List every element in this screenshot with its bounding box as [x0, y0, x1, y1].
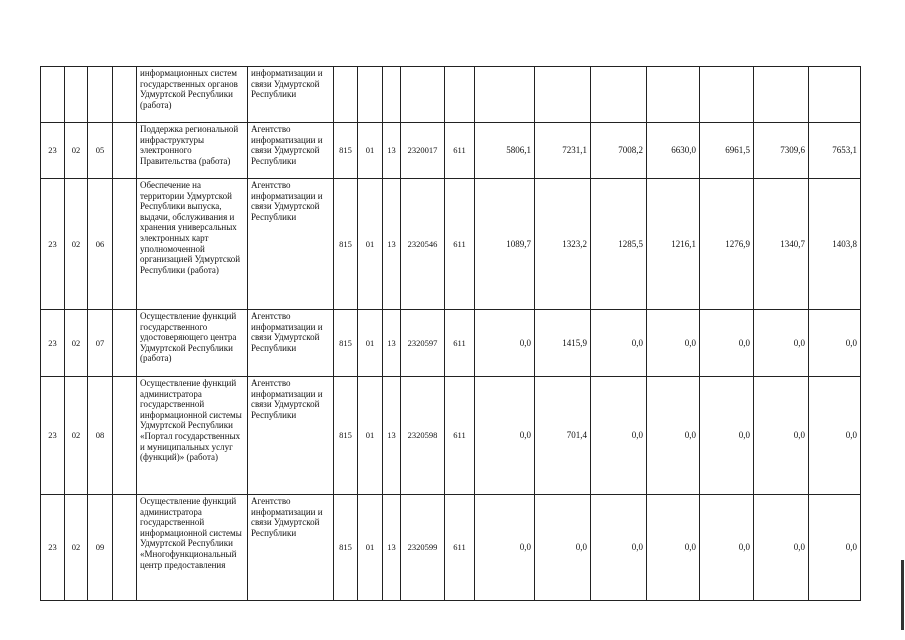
csr-cell	[401, 67, 445, 123]
grbs-cell: 815	[334, 310, 358, 377]
pr-cell: 13	[383, 310, 401, 377]
csr-cell: 2320017	[401, 123, 445, 179]
value-3-cell: 1285,5	[591, 179, 647, 310]
pp-code-cell: 02	[65, 495, 88, 601]
m-code-cell	[113, 67, 137, 123]
m-code-cell	[113, 495, 137, 601]
rz-cell: 01	[358, 310, 383, 377]
pr-cell: 13	[383, 377, 401, 495]
table-row	[41, 495, 861, 601]
value-4-cell: 1216,1	[647, 179, 700, 310]
value-1-cell: 0,0	[475, 495, 535, 601]
gp-code-cell: 23	[41, 495, 65, 601]
value-7-cell: 0,0	[809, 377, 861, 495]
rz-cell: 01	[358, 377, 383, 495]
budget-table	[40, 66, 861, 601]
value-3-cell: 7008,2	[591, 123, 647, 179]
rz-cell: 01	[358, 123, 383, 179]
value-1-cell: 0,0	[475, 377, 535, 495]
pr-cell	[383, 67, 401, 123]
value-4-cell: 6630,0	[647, 123, 700, 179]
m-code-cell	[113, 377, 137, 495]
m-code-cell	[113, 179, 137, 310]
value-2-cell: 0,0	[535, 495, 591, 601]
value-4-cell: 0,0	[647, 377, 700, 495]
table-row	[41, 123, 861, 179]
value-6-cell: 0,0	[754, 377, 809, 495]
table-row	[41, 179, 861, 310]
m-code-cell	[113, 123, 137, 179]
om-code-cell: 08	[88, 377, 113, 495]
gp-code-cell: 23	[41, 123, 65, 179]
description-cell: информационных систем государственных органов Удмуртской Республики (работа)	[137, 67, 248, 123]
agency-cell: Агентство информатизации и связи Удмуртской Республики	[248, 179, 334, 310]
value-4-cell: 0,0	[647, 310, 700, 377]
value-7-cell: 0,0	[809, 310, 861, 377]
m-code-cell	[113, 310, 137, 377]
pr-cell: 13	[383, 179, 401, 310]
value-5-cell: 0,0	[700, 495, 754, 601]
value-5-cell: 1276,9	[700, 179, 754, 310]
grbs-cell: 815	[334, 123, 358, 179]
value-7-cell: 0,0	[809, 495, 861, 601]
scan-edge-mark	[901, 560, 904, 630]
csr-cell: 2320599	[401, 495, 445, 601]
vr-cell: 611	[445, 310, 475, 377]
agency-cell: Агентство информатизации и связи Удмуртской Республики	[248, 123, 334, 179]
agency-cell: Агентство информатизации и связи Удмуртской Республики	[248, 310, 334, 377]
value-6-cell: 7309,6	[754, 123, 809, 179]
om-code-cell	[88, 67, 113, 123]
grbs-cell: 815	[334, 377, 358, 495]
pp-code-cell: 02	[65, 123, 88, 179]
gp-code-cell: 23	[41, 179, 65, 310]
csr-cell: 2320597	[401, 310, 445, 377]
value-5-cell: 0,0	[700, 377, 754, 495]
pp-code-cell: 02	[65, 179, 88, 310]
rz-cell	[358, 67, 383, 123]
om-code-cell: 09	[88, 495, 113, 601]
grbs-cell	[334, 67, 358, 123]
description-cell: Обеспечение на территории Удмуртской Республики выпуска, выдачи, обслуживания и хранения универсальных электронных карт уполномоченной организацией Удмуртской Республики (работа)	[137, 179, 248, 310]
pp-code-cell	[65, 67, 88, 123]
om-code-cell: 07	[88, 310, 113, 377]
value-2-cell	[535, 67, 591, 123]
value-3-cell: 0,0	[591, 377, 647, 495]
value-7-cell: 1403,8	[809, 179, 861, 310]
value-2-cell: 1415,9	[535, 310, 591, 377]
value-6-cell	[754, 67, 809, 123]
value-1-cell	[475, 67, 535, 123]
table-row	[41, 377, 861, 495]
pr-cell: 13	[383, 123, 401, 179]
pp-code-cell: 02	[65, 310, 88, 377]
vr-cell: 611	[445, 377, 475, 495]
value-6-cell: 1340,7	[754, 179, 809, 310]
om-code-cell: 05	[88, 123, 113, 179]
value-1-cell: 1089,7	[475, 179, 535, 310]
value-6-cell: 0,0	[754, 495, 809, 601]
table-row	[41, 310, 861, 377]
rz-cell: 01	[358, 495, 383, 601]
gp-code-cell: 23	[41, 377, 65, 495]
om-code-cell: 06	[88, 179, 113, 310]
value-2-cell: 1323,2	[535, 179, 591, 310]
rz-cell: 01	[358, 179, 383, 310]
value-2-cell: 7231,1	[535, 123, 591, 179]
agency-cell: Агентство информатизации и связи Удмуртской Республики	[248, 377, 334, 495]
vr-cell: 611	[445, 123, 475, 179]
value-3-cell: 0,0	[591, 310, 647, 377]
value-2-cell: 701,4	[535, 377, 591, 495]
pp-code-cell: 02	[65, 377, 88, 495]
vr-cell: 611	[445, 495, 475, 601]
value-5-cell	[700, 67, 754, 123]
vr-cell: 611	[445, 179, 475, 310]
csr-cell: 2320546	[401, 179, 445, 310]
value-3-cell	[591, 67, 647, 123]
csr-cell: 2320598	[401, 377, 445, 495]
description-cell: Осуществление функций администратора государственной информационной системы Удмуртской Республики «Многофункциональный центр предоставления	[137, 495, 248, 601]
value-7-cell	[809, 67, 861, 123]
value-1-cell: 5806,1	[475, 123, 535, 179]
vr-cell	[445, 67, 475, 123]
value-7-cell: 7653,1	[809, 123, 861, 179]
value-3-cell: 0,0	[591, 495, 647, 601]
description-cell: Осуществление функций государственного удостоверяющего центра Удмуртской Республики (работа)	[137, 310, 248, 377]
gp-code-cell: 23	[41, 310, 65, 377]
pr-cell: 13	[383, 495, 401, 601]
grbs-cell: 815	[334, 495, 358, 601]
description-cell: Осуществление функций администратора государственной информационной системы Удмуртской Республики «Портал государственных и муниципальных услуг (функций)» (работа)	[137, 377, 248, 495]
value-4-cell	[647, 67, 700, 123]
agency-cell: Агентство информатизации и связи Удмуртской Республики	[248, 495, 334, 601]
value-5-cell: 6961,5	[700, 123, 754, 179]
value-4-cell: 0,0	[647, 495, 700, 601]
table-row	[41, 67, 861, 123]
agency-cell: информатизации и связи Удмуртской Республики	[248, 67, 334, 123]
grbs-cell: 815	[334, 179, 358, 310]
description-cell: Поддержка региональной инфраструктуры электронного Правительства (работа)	[137, 123, 248, 179]
value-5-cell: 0,0	[700, 310, 754, 377]
gp-code-cell	[41, 67, 65, 123]
value-6-cell: 0,0	[754, 310, 809, 377]
value-1-cell: 0,0	[475, 310, 535, 377]
